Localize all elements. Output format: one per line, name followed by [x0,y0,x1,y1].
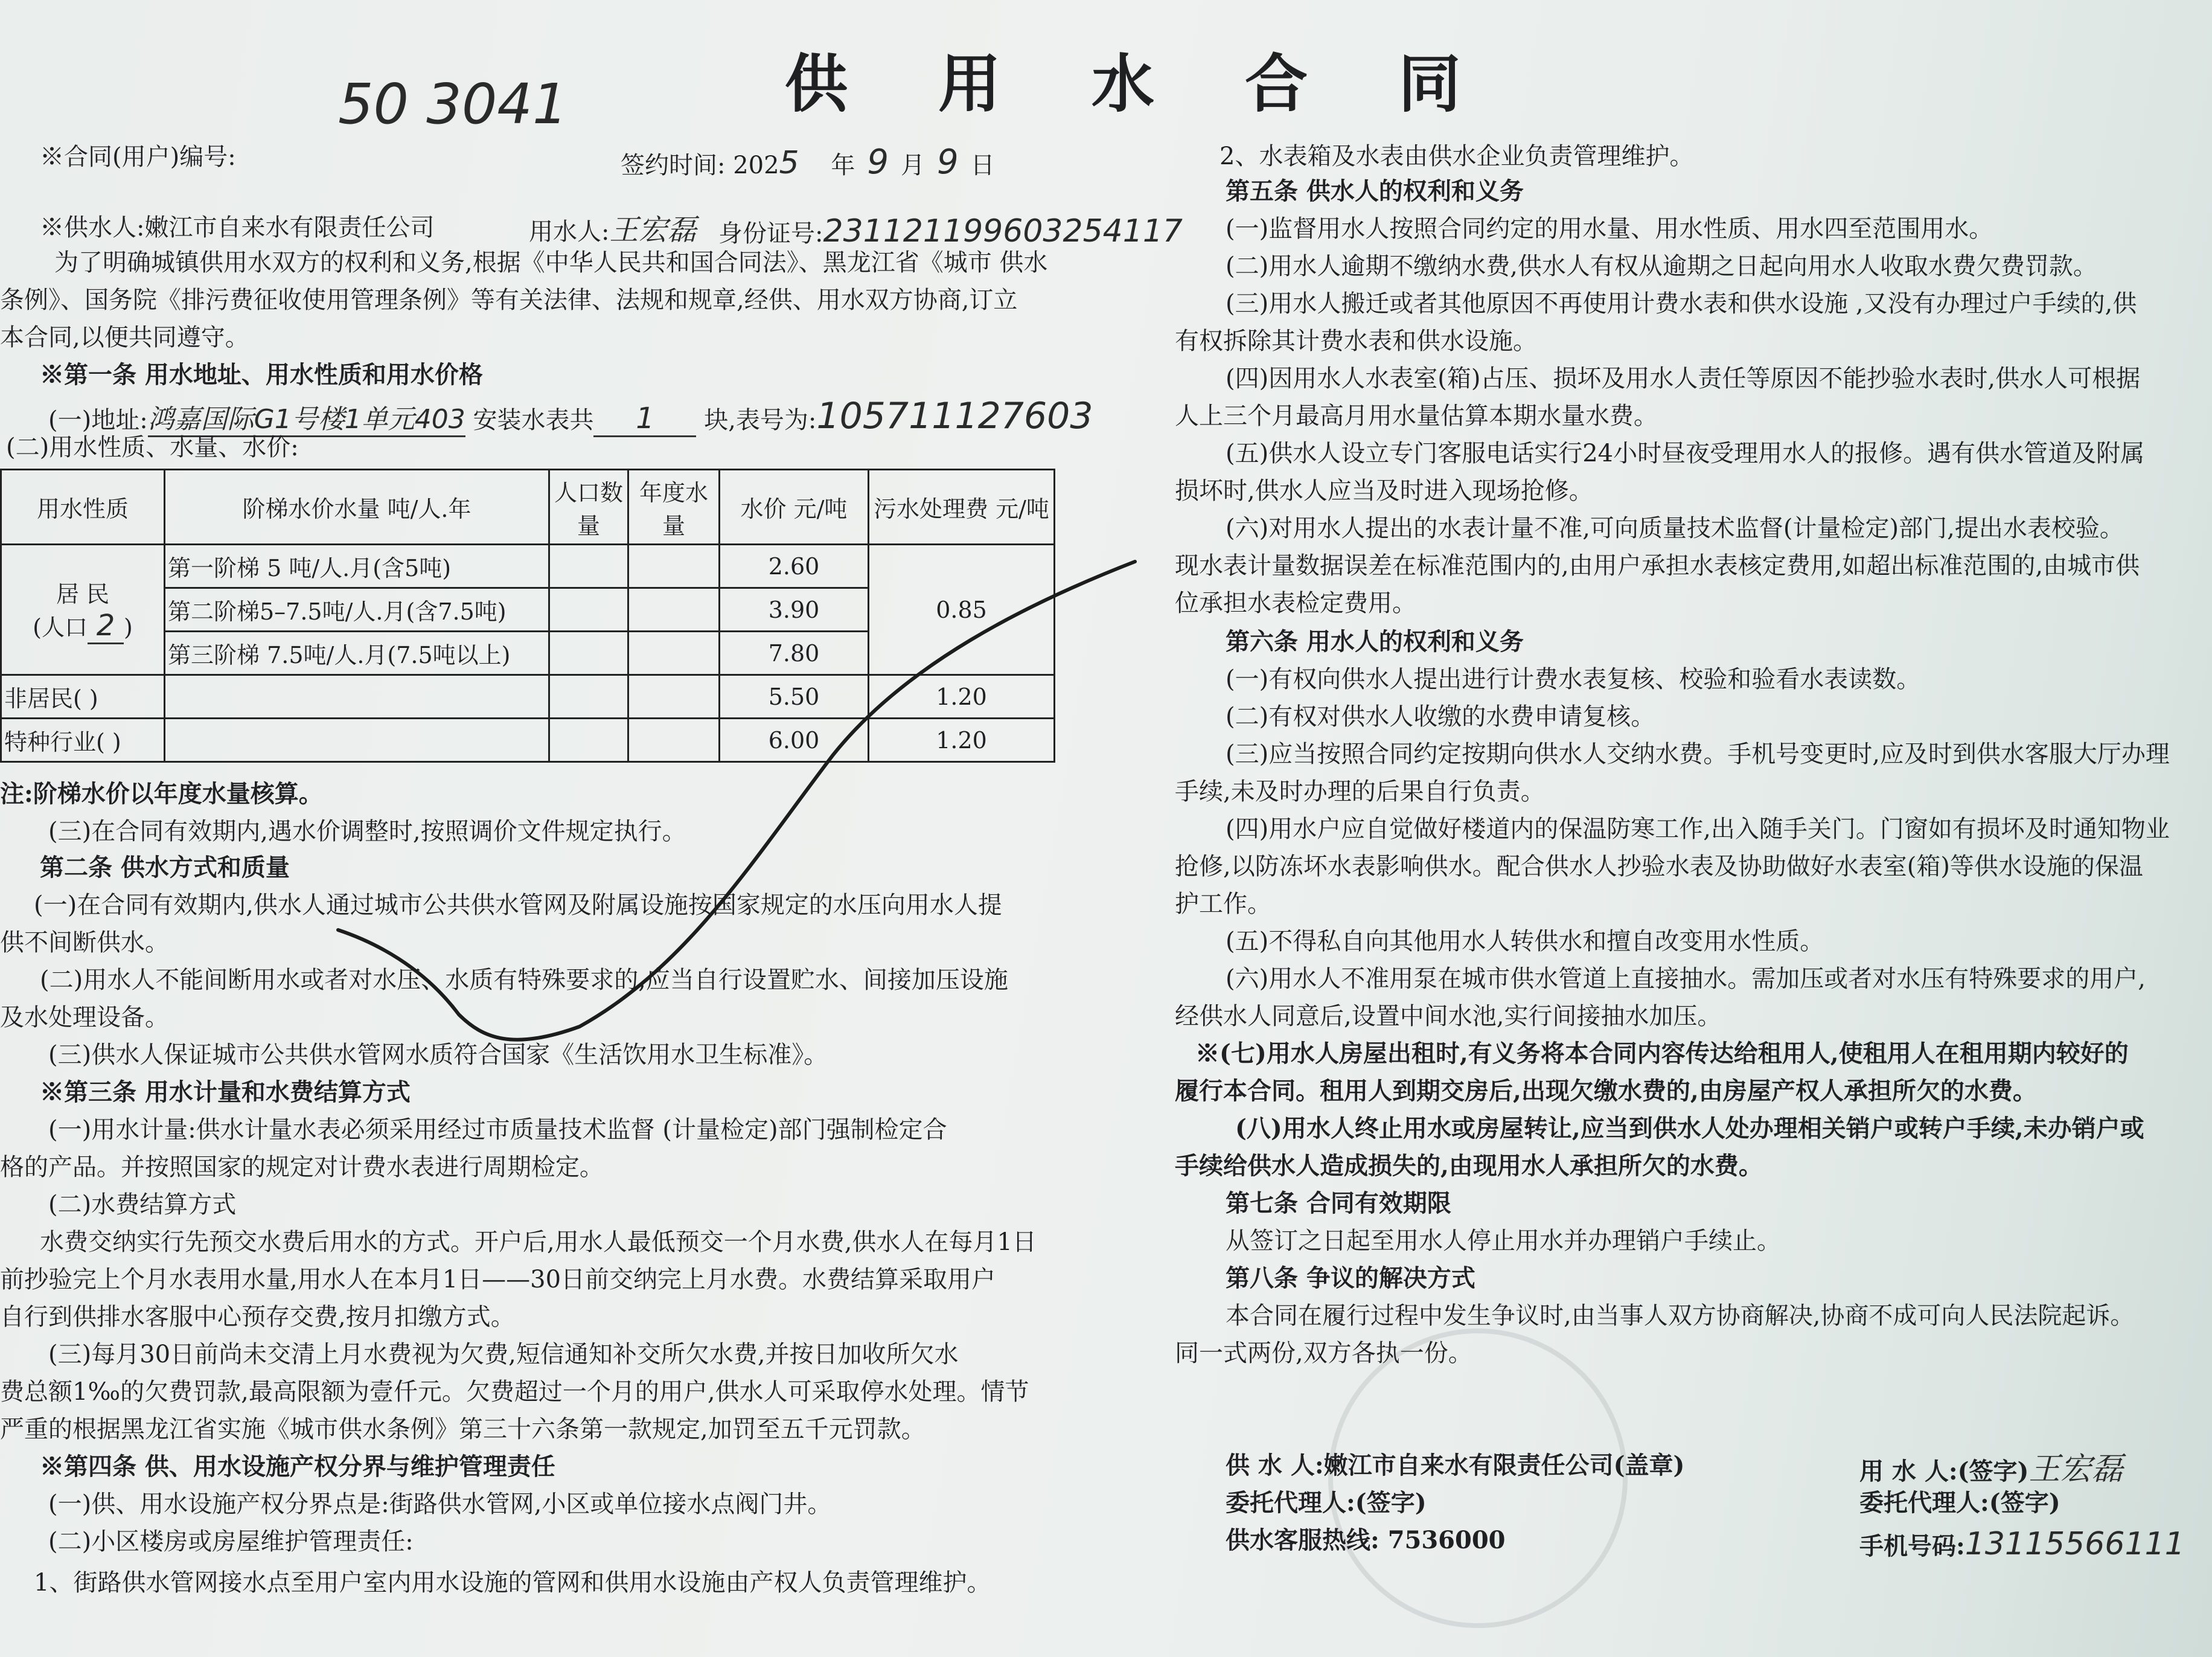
article-3-item-3c: 严重的根据黑龙江省实施《城市供水条例》第三十六条第一款规定,加罚至五千元罚款。 [0,1415,925,1443]
article-2-item-2a: (二)用水人不能间断用水或者对水压、水质有特殊要求的,应当自行设置贮水、间接加压设施 [40,966,1008,994]
tier-3-price: 7.80 [720,632,869,675]
header-population: 人口数量 [549,470,628,545]
phone-label: 手机号码: [1859,1532,1965,1560]
article-8-title: 第八条 争议的解决方式 [1226,1264,1475,1292]
article-3-item-2a: 水费交纳实行先预交水费后用水的方式。开户后,用水人最低预交一个月水费,供水人在每月1日 [40,1228,1037,1256]
phone-handwritten: 13115566111 [1964,1526,2185,1562]
supplier-agent-line: 委托代理人:(签字) [1226,1489,1427,1517]
tier-2: 第二阶梯5–7.5吨/人.月(含7.5吨) [165,588,549,632]
article-6-item-8a: (八)用水人终止用水或房屋转让,应当到供水人处办理相关销户或转户手续,未办销户或 [1235,1114,2144,1143]
header-sewage: 污水处理费 元/吨 [869,470,1055,545]
month-char: 月 [901,152,925,179]
article-5-item-3b: 有权拆除其计费水表和供水设施。 [1175,327,1537,355]
article-6-item-4b: 抢修,以防冻坏水表影响供水。配合供水人抄验水表及协助做好水表室(箱)等供水设施的保温 [1175,853,2143,880]
header-nature: 用水性质 [1,470,165,545]
header-tier: 阶梯水价水量 吨/人.年 [165,470,549,545]
water-nature-heading: (二)用水性质、水量、水价: [6,434,299,461]
resident-population: (人口 2 ) [4,609,161,644]
id-label: 身份证号: [718,220,823,248]
intro-line-1: 为了明确城镇供用水双方的权利和义务,根据《中华人民共和国合同法》、黑龙江省《城市 供水 [54,249,1048,277]
article-3-item-2: (二)水费结算方式 [48,1191,237,1219]
article-5-item-6b: 现水表计量数据误差在标准范围内的,由用户承担水表核定费用,如超出标准范围的,由城市供 [1175,552,2140,580]
article-3-item-3b: 费总额1‰的欠费罚款,最高限额为壹仟元。欠费超过一个月的用户,供水人可采取停水处理。情节 [0,1378,1029,1406]
article-5-item-5b: 损坏时,供水人应当及时进入现场抢修。 [1175,477,1593,505]
article-5-item-6a: (六)对用水人提出的水表计量不准,可向质量技术监督(计量检定)部门,提出水表校验。 [1226,514,2124,542]
article-5-title: 第五条 供水人的权利和义务 [1226,177,1524,205]
tier-2-price: 3.90 [720,588,869,632]
article-6-item-6b: 经供水人同意后,设置中间水池,实行间接抽水加压。 [1175,1002,1722,1030]
article-5-item-4b: 人上三个月最高月用水量估算本期水量水费。 [1175,402,1658,430]
article-2-item-1b: 供不间断供水。 [0,929,169,957]
nonresident-sewage: 1.20 [869,675,1055,719]
address-handwritten: 鸿嘉国际G1号楼1单元403 [148,405,465,437]
year-char: 年 [831,152,855,179]
handwritten-contract-number: 50 3041 [338,72,568,136]
article-6-item-4a: (四)用水户应自觉做好楼道内的保温防寒工作,出入随手关门。门窗如有损坏及时通知物业 [1226,815,2170,843]
sign-month: 9 [867,143,889,182]
article-5-item-6c: 位承担水表检定费用。 [1175,589,1416,617]
document-title: 供用水合同 [785,46,1552,121]
supplier-label: ※供水人: [40,214,145,242]
article-6-item-2: (二)有权对供水人收缴的水费申请复核。 [1226,703,1655,731]
article-6-item-1: (一)有权向供水人提出进行计费水表复核、校验和验看水表读数。 [1226,665,1921,693]
article-3-item-2b: 前抄验完上个月水表用水量,用水人在本月1日——30日前交纳完上月水费。水费结算采取用户 [0,1266,996,1293]
meter-number-handwritten: 105711127603 [816,395,1093,437]
article-3-item-1b: 格的产品。并按照国家的规定对计费水表进行周期检定。 [0,1153,604,1181]
article-3-title: ※第三条 用水计量和水费结算方式 [40,1078,411,1106]
user-signature-label: 用 水 人:(签字) [1859,1457,2029,1486]
user-signature-handwritten: 王宏磊 [2028,1451,2123,1487]
article-2-title: 第二条 供水方式和质量 [40,853,290,882]
special-label: 特种行业( ) [1,719,165,762]
special-sewage: 1.20 [869,719,1055,762]
article-6-item-7b: 履行本合同。租用人到期交房后,出现欠缴水费的,由房屋产权人承担所欠的水费。 [1175,1077,2037,1105]
tier-1: 第一阶梯 5 吨/人.月(含5吨) [165,545,549,588]
article-2-item-1a: (一)在合同有效期内,供水人通过城市公共供水管网及附属设施按国家规定的水压向用水人提 [34,891,1002,919]
tier-3: 第三阶梯 7.5吨/人.月(7.5吨以上) [165,632,549,675]
supplier-name: 嫩江市自来水有限责任公司 [144,214,435,242]
article-5-item-2: (二)用水人逾期不缴纳水费,供水人有权从逾期之日起向用水人收取水费欠费罚款。 [1226,252,2097,280]
article-2-item-3: (三)供水人保证城市公共供水管网水质符合国家《生活饮用水卫生标准》。 [48,1041,828,1069]
address-label: (一)地址: [48,406,148,434]
article-7-title: 第七条 合同有效期限 [1226,1189,1451,1217]
nonresident-label: 非居民( ) [1,675,165,719]
contract-number-label: ※合同(用户)编号: [40,143,236,171]
population-handwritten: 2 [88,609,124,644]
article-2-item-2b: 及水处理设备。 [0,1004,169,1031]
article-7-item-1: 从签订之日起至用水人停止用水并办理销户手续止。 [1226,1227,1781,1255]
article-5-item-1: (一)监督用水人按照合同约定的用水量、用水性质、用水四至范围用水。 [1226,215,1993,243]
article-5-item-3a: (三)用水人搬迁或者其他原因不再使用计费水表和供水设施 ,又没有办理过户手续的,供 [1226,290,2137,318]
sign-day: 9 [937,143,959,182]
article-3-item-2c: 自行到供排水客服中心预存交费,按月扣缴方式。 [0,1303,515,1331]
user-label: 用水人: [529,218,610,246]
header-annual: 年度水量 [628,470,720,545]
special-price: 6.00 [720,719,869,762]
article-6-item-3a: (三)应当按照合同约定按期向供水人交纳水费。手机号变更时,应及时到供水客服大厅办理 [1226,740,2170,768]
intro-line-2: 条例》、国务院《排污费征收使用管理条例》等有关法律、法规和规章,经供、用水双方协商,订立 [0,286,1018,314]
id-number-handwritten: 231121199603254117 [823,213,1183,249]
article-6-item-7a: ※(七)用水人房屋出租时,有义务将本合同内容传达给租用人,使租用人在租用期内较好的 [1195,1039,2129,1068]
article-6-item-4c: 护工作。 [1175,890,1271,918]
nonresident-price: 5.50 [720,675,869,719]
article-1-title: ※第一条 用水地址、用水性质和用水价格 [40,361,483,389]
table-note: 注:阶梯水价以年度水量核算。 [0,780,323,808]
article-8-item-2: 同一式两份,双方各执一份。 [1175,1339,1472,1367]
sign-year-digit: 5 [779,145,799,181]
article-6-item-3b: 手续,未及时办理的后果自行负责。 [1175,778,1545,806]
header-price: 水价 元/吨 [720,470,869,545]
resident-label: 居 民 [56,580,110,607]
meter-count-label: 安装水表共 [473,406,594,434]
article-8-item-1: 本合同在履行过程中发生争议时,由当事人双方协商解决,协商不成可向人民法院起诉。 [1226,1302,2135,1330]
right-item-0: 2、水表箱及水表由供水企业负责管理维护。 [1219,143,1694,170]
resident-sewage: 0.85 [869,545,1055,675]
day-char: 日 [970,152,995,179]
article-4-item-2-1: 1、街路供水管网接水点至用户室内用水设施的管网和供用水设施由产权人负责管理维护。 [34,1569,991,1597]
meter-number-label: 块,表号为: [704,406,817,434]
article-6-title: 第六条 用水人的权利和义务 [1226,627,1524,656]
user-name-handwritten: 王宏磊 [609,213,697,247]
article-4-title: ※第四条 供、用水设施产权分界与维护管理责任 [40,1452,555,1481]
article-4-item-2: (二)小区楼房或房屋维护管理责任: [48,1528,414,1556]
pen-curve [338,562,1135,1040]
article-1-item-3: (三)在合同有效期内,遇水价调整时,按照调价文件规定执行。 [48,818,686,845]
article-6-item-8b: 手续给供水人造成损失的,由现用水人承担所欠的水费。 [1175,1152,1763,1180]
hotline-line: 供水客服热线: 7536000 [1226,1526,1506,1554]
article-6-item-6a: (六)用水人不准用泵在城市供水管道上直接抽水。需加压或者对水压有特殊要求的用户, [1226,965,2146,993]
meter-count-handwritten: 1 [593,402,696,437]
intro-line-3: 本合同,以便共同遵守。 [0,324,249,351]
article-6-item-5: (五)不得私自向其他用水人转供水和擅自改变用水性质。 [1226,928,1824,955]
article-5-item-5a: (五)供水人设立专门客服电话实行24小时昼夜受理用水人的报修。遇有供水管道及附属 [1226,440,2145,467]
supplier-signature-line: 供 水 人:嫩江市自来水有限责任公司(盖章) [1226,1451,1685,1479]
article-3-item-1a: (一)用水计量:供水计量水表必须采用经过市质量技术监督 (计量检定)部门强制检定合 [48,1116,947,1144]
user-agent-line: 委托代理人:(签字) [1859,1489,2060,1517]
article-4-item-1: (一)供、用水设施产权分界点是:街路供水管网,小区或单位接水点阀门井。 [48,1490,832,1518]
article-5-item-4a: (四)因用水人水表室(箱)占压、损坏及用水人责任等原因不能抄验水表时,供水人可根据 [1226,365,2141,393]
article-3-item-3a: (三)每月30日前尚未交清上月水费视为欠费,短信通知补交所欠水费,并按日加收所欠水 [48,1341,959,1368]
tier-1-price: 2.60 [720,545,869,588]
sign-time-prefix: 签约时间: 202 [621,152,779,179]
